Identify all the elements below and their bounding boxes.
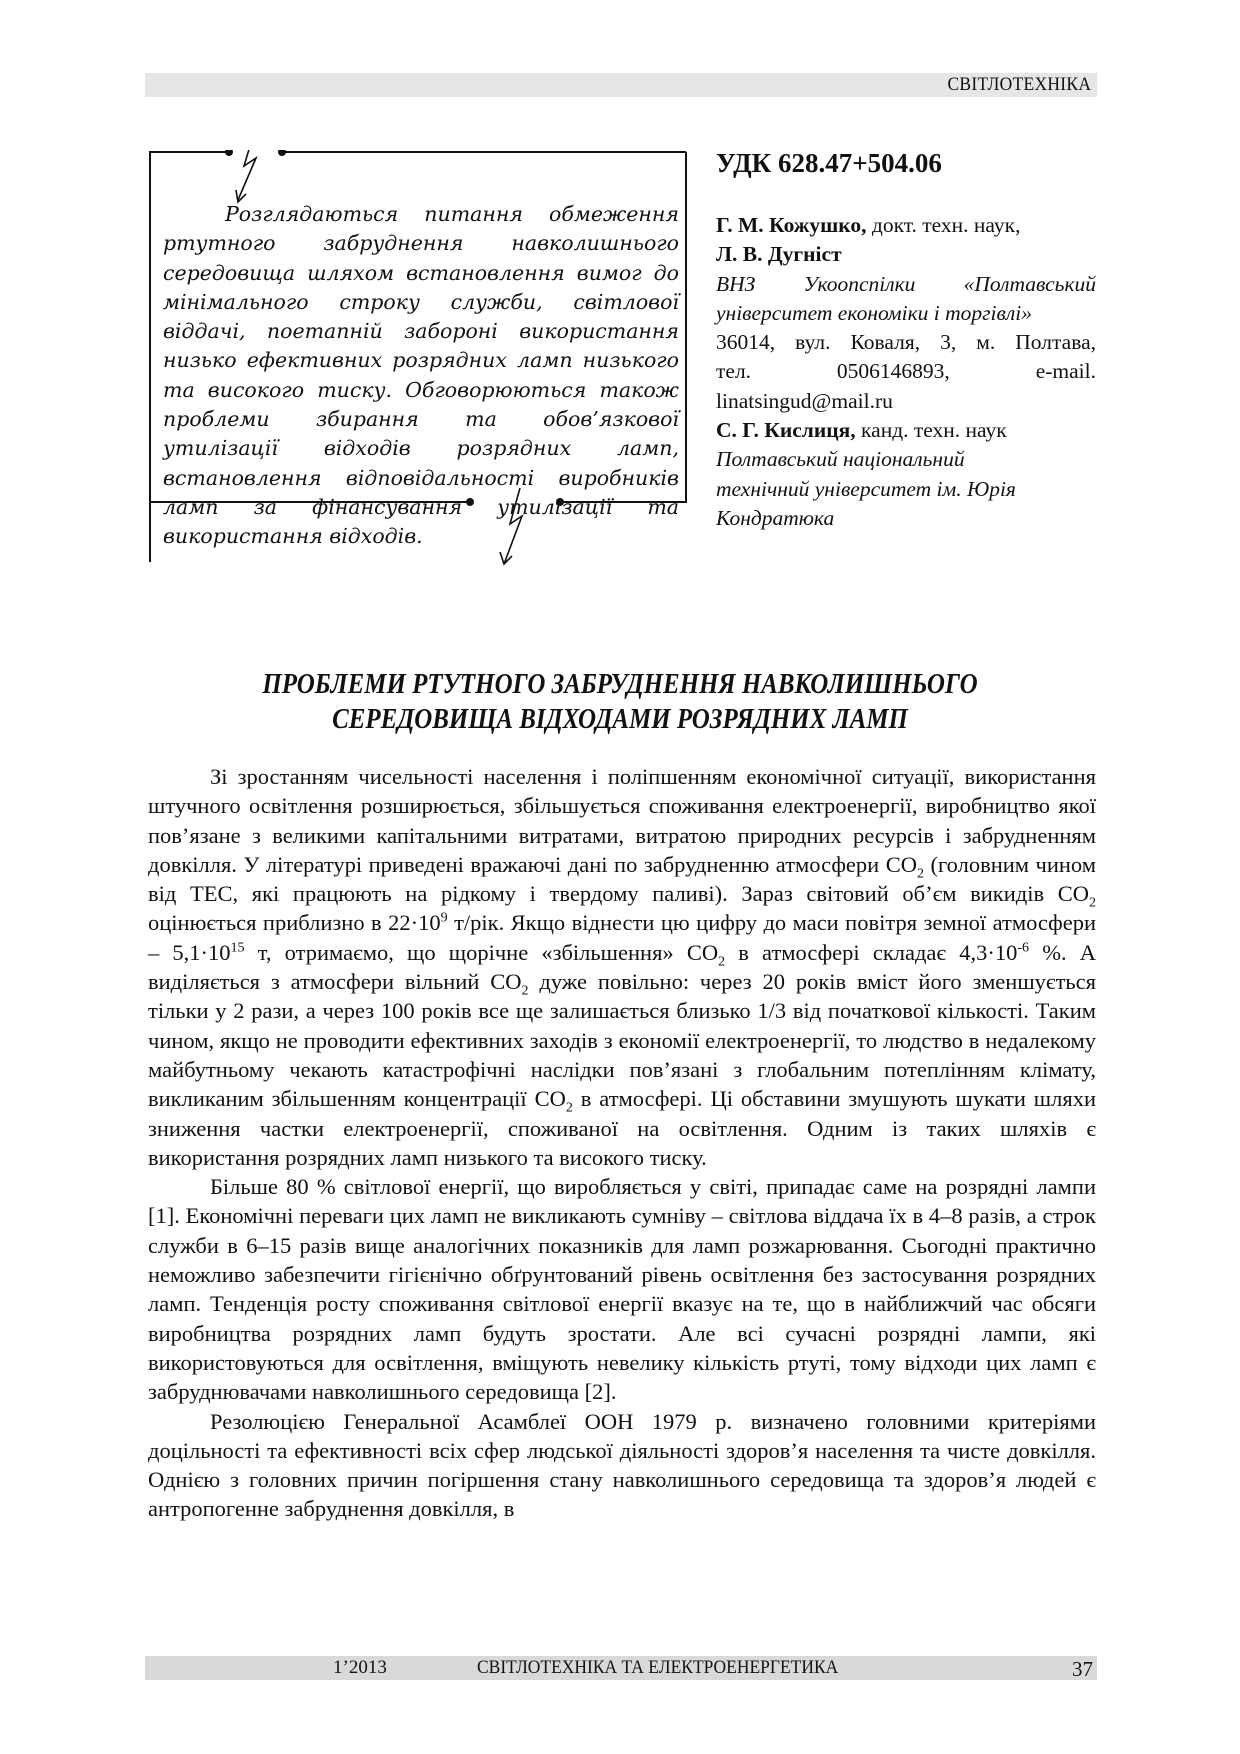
running-header [145,73,1097,97]
abstract-text: Розглядаються питання обмеження ртутного забруднення навколишнього середовища шляхом встановлення вимог до мінімального строку служби, світлової віддачі, поетапній забороні використання низько ефективних розрядних ламп низького та високого тиску. Обговорюються також проблеми збирання та обов’язкової утилізації відходів розрядних ламп, встановлення відповідальності виробників ламп за фінансування утилізації та використання відходів. [163,202,679,549]
affiliation-1-line-1: ВНЗ Укоопспілки «Полтавський [716,271,1096,296]
article-title-line-1: ПРОБЛЕМИ РТУТНОГО ЗАБРУДНЕННЯ НАВКОЛИШНЬОГО [262,668,978,700]
page-number: 37 [1072,1657,1093,1681]
article-title-line-2: СЕРЕДОВИЩА ВІДХОДАМИ РОЗРЯДНИХ ЛАМП [332,703,908,735]
affiliation-2-line-1: Полтавський національний [716,447,965,472]
article-metadata [716,148,1096,533]
section-title: СВІТЛОТЕХНІКА [947,74,1091,95]
article-title [216,667,1024,737]
paragraph-3: Резолюцією Генеральної Асамблеї ООН 1979 р. визначено головними критеріями доцільності та ефективності всіх сфер людської діяльності здоров’я населення та чисте довкілля. Однією з головних причин погіршення стану навколишнього середовища та здоров’я людей є антропогенне забруднення довкілля, в [148,1408,1096,1522]
author-3-name: С. Г. Кислиця, [716,418,856,443]
issue-number: 1’2013 [333,1657,387,1678]
affiliation-2-line-3: Кондратюка [716,505,835,530]
journal-name: СВІТЛОТЕХНІКА ТА ЕЛЕКТРОЕНЕРГЕТИКА [477,1657,839,1678]
author-3 [716,416,1096,445]
author-1-name: Г. М. Кожушко, [716,213,867,237]
paragraph-2: Більше 80 % світлової енергії, що виробляється у світі, припадає саме на розрядні лампи [1]. Економічні переваги цих ламп не викликають сумніву – світлова віддача їх в 4–8 разів, а строк служби в 6–15 разів вище аналогічних показників для ламп розжарювання. Сьогодні практично неможливо забезпечити гігієнічно обґрунтований рівень освітлення без застосування розрядних ламп. Тенденція росту споживання світлової енергії вказує на те, що в найближчий час обсяги виробництва розрядних ламп будуть зростати. Але всі сучасні розрядні лампи, які використовуються для освітлення, вміщують невелику кількість ртуті, тому відходи цих ламп є забруднювачами навколишнього середовища [2]. [148,1174,1096,1405]
affiliation-2-line-2: технічний університет ім. Юрія [716,476,1016,501]
address: 36014, вул. Коваля, 3, м. Полтава, [716,330,1096,355]
paragraph-1: Зі зростанням чисельності населення і поліпшенням економічної ситуації, використання штучного освітлення розширюється, збільшується споживання електроенергії, виробництво якої пов’язане з великими капітальними витратами, витратою природних ресурсів і забрудненням довкілля. У літературі приведені вражаючі дані по забрудненню атмосфери $CO_2$ (головним чином від ТЕС, які працюють на рідкому і твердому паливі). Зараз світовий об’єм викидів $CO_2$ оцінюється приблизно в $22\cdot 10^9$ т/рік. Якщо віднести цю цифру до маси повітря земної атмосфери – $5,1\cdot 10^{15}$ т, отримаємо, що щорічне «збільшення» $CO_2$ в атмосфері складає $4,3\cdot 10^{-6}$ %. А виділяється з атмосфери вільний $CO_2$ дуже повільно: через 20 років вміст його зменшується тільки у 2 рази, а через 100 років все ще залишається близько 1/3 від початкової кількості. Таким чином, якщо не проводити ефективних заходів з економії електроенергії, то людство в недалекому майбутньому чекають катастрофічні наслідки пов’язані з глобальним потеплінням клімату, викликаним збільшенням концентрації $CO_2$ в атмосфері. Ці обставини змушують шукати шляхи зниження частки електроенергії, споживаної на освітлення. Одним із таких шляхів є використання розрядних ламп низького та високого тиску. [148,764,1097,1170]
abstract [163,200,679,552]
email-link[interactable]: linatsingud@mail.ru [716,388,893,413]
author-1 [716,211,1096,240]
article-body [148,762,1096,1524]
affiliation-1-line-2: університет економіки і торгівлі» [716,300,1032,325]
udk-code: УДК 628.47+504.06 [716,148,942,178]
author-2-name: Л. В. Дугніст [716,242,842,267]
phone: тел. 0506146893, e-mail. [716,359,1096,384]
author-1-degree: докт. техн. наук, [866,213,1021,237]
running-footer [145,1656,1097,1680]
author-3-degree: канд. техн. наук [855,418,1007,443]
